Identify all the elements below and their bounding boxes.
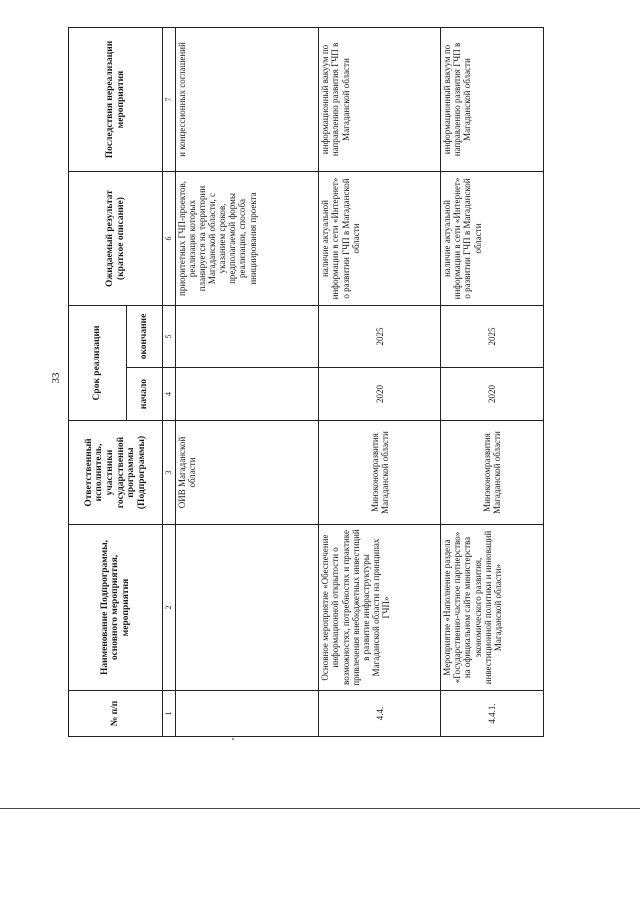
header-result: Ожидаемый результат (краткое описание) [69, 172, 163, 306]
row-end: 2025 [441, 306, 544, 368]
column-number: 2 [163, 525, 176, 691]
row-start: 2020 [319, 368, 441, 421]
row-executor: ОИВ Магаданской области [176, 421, 319, 525]
table-row [441, 28, 544, 737]
row-executor: Минэкономразвития Магаданской области [441, 421, 544, 525]
row-start: 2020 [441, 368, 544, 421]
column-number: 3 [163, 421, 176, 525]
header-name: Наименование Подпрограммы, основного мероприятия, мероприятия [69, 525, 163, 691]
column-number: 5 [163, 306, 176, 368]
header-end: окончание [127, 306, 163, 368]
column-number: 1 [163, 691, 176, 737]
row-consequence: информационный вакуум по направлению развития ГЧП в Магаданской области [441, 28, 544, 172]
row-result: наличие актуальной информации в сети «Интернет» о развитии ГЧП в Магаданской области [441, 172, 544, 306]
row-name: Основное мероприятие «Обеспечение информационной открытости о возможностях, потребностях и практике привлечения внебюджетных инвестиций в развитие инфраструктуры Магаданской области на принципах ГЧП» [319, 525, 441, 691]
table-row [319, 28, 441, 737]
row-end: 2025 [319, 306, 441, 368]
header-consequence: Последствия нереализации мероприятия [69, 28, 163, 172]
row-name: Мероприятие «Наполнение раздела «Государственно-частное партнерство» на официальном сайте министерства экономического развития, инвестиционной политики и инноваций Магаданской области» [441, 525, 544, 691]
header-start: начало [127, 368, 163, 421]
row-number [176, 691, 319, 737]
page-number: 33 [50, 372, 62, 384]
row-name [176, 525, 319, 691]
row-consequence: информационный вакуум по направлению развития ГЧП в Магаданской области [319, 28, 441, 172]
column-number: 7 [163, 28, 176, 172]
column-number: 4 [163, 368, 176, 421]
row-consequence: и концессионных соглашений [176, 28, 319, 172]
row-end [176, 306, 319, 368]
scan-speck [232, 738, 234, 740]
column-number: 6 [163, 172, 176, 306]
header-executor: Ответственный исполнитель, участники государственной программы (Подпрограммы) [69, 421, 163, 525]
page-bottom-rule [0, 808, 640, 809]
row-executor: Минэкономразвития Магаданской области [319, 421, 441, 525]
header-number: № п/п [69, 691, 163, 737]
row-result: наличие актуальной информации в сети «Интернет» о развитии ГЧП в Магаданской области [319, 172, 441, 306]
row-result: приоритетных ГЧП-проектов, реализация которых планируется на территории Магаданской области, с указанием сроков, предполагаемой формы реализации, способа инициирования проекта [176, 172, 319, 306]
table-row [176, 28, 319, 737]
program-activities-table [68, 27, 544, 737]
row-number: 4.4.1. [441, 691, 544, 737]
row-start [176, 368, 319, 421]
row-number: 4.4. [319, 691, 441, 737]
header-period: Срок реализации [69, 306, 127, 421]
